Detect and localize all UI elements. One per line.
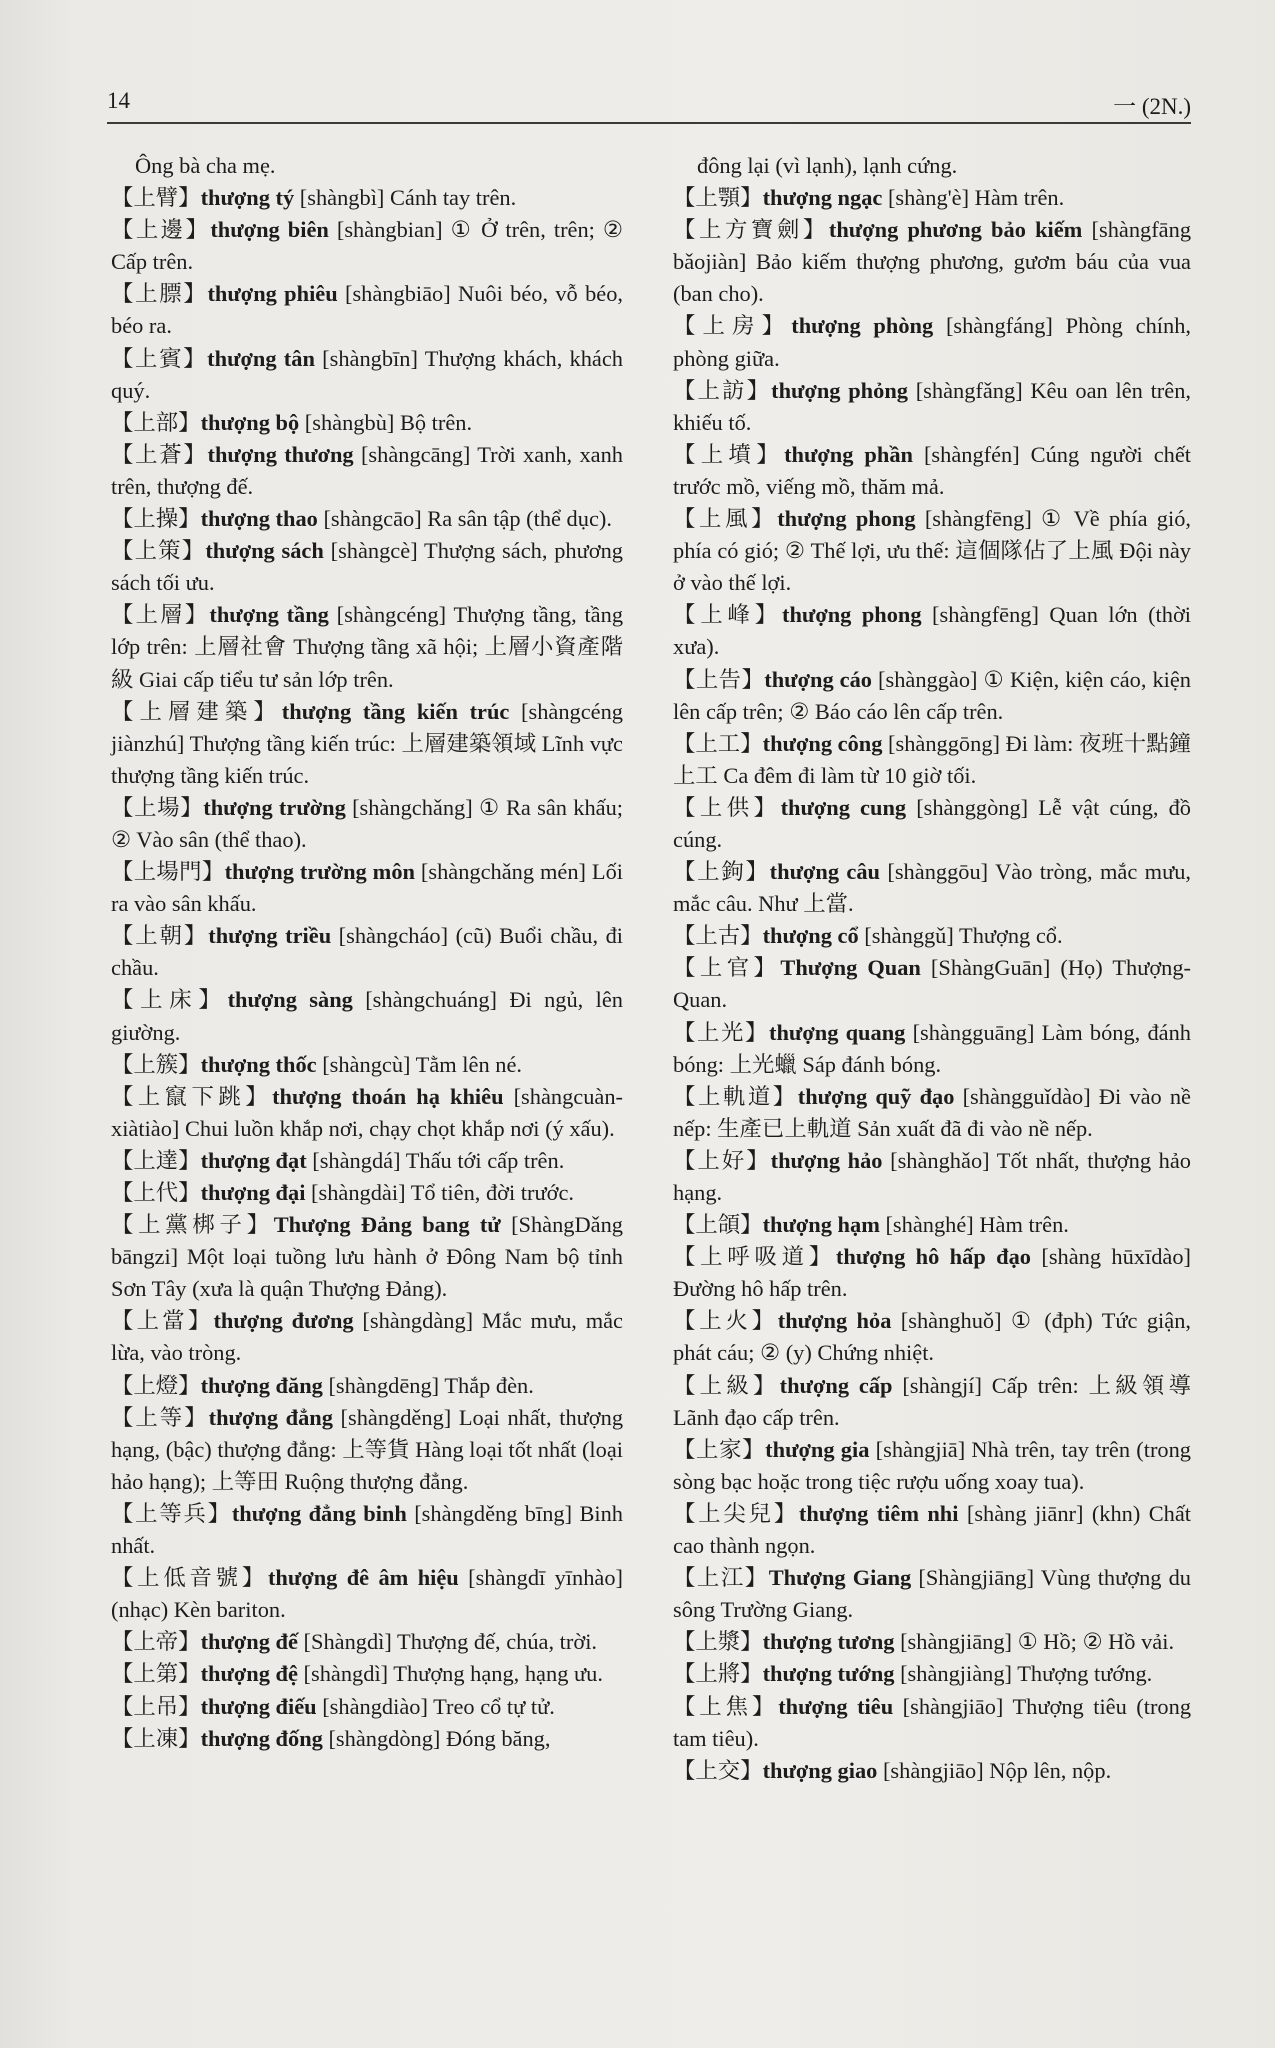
dictionary-entry: [673, 1305, 1191, 1369]
entry-transliteration: thượng giao: [762, 1757, 878, 1783]
entry-headword: 【上簇】: [111, 1051, 201, 1077]
entry-headword: 【上鉤】: [673, 859, 770, 885]
dictionary-entry: [673, 503, 1191, 599]
entry-transliteration: thượng sàng: [227, 987, 353, 1013]
dictionary-entry: [111, 278, 623, 342]
dictionary-entry: [111, 1498, 623, 1562]
dictionary-entry: [673, 1562, 1191, 1626]
dictionary-entry: [673, 1370, 1191, 1434]
dictionary-entry: [111, 792, 623, 856]
entry-definition: [ShàngGuān] (Họ) Thượng-Quan.: [673, 955, 1192, 1013]
entry-definition: [shàngcéng] Thượng tầng, tầng lớp trên: 上層社會 Thượng tầng xã hội; 上層小資產階級 Giai cấp tiểu tư sản lớp trên.: [111, 602, 624, 692]
entry-definition: [shàngcāo] Ra sân tập (thể dục).: [317, 506, 612, 532]
entry-definition: [shàngfǎng] Kêu oan lên trên, khiếu tố.: [673, 377, 1191, 435]
entry-headword: 【上房】: [673, 313, 792, 339]
entry-headword: 【上火】: [673, 1308, 778, 1334]
dictionary-entry: [673, 214, 1191, 310]
entry-headword: 【上呼吸道】: [673, 1244, 836, 1270]
entry-transliteration: thượng đống: [200, 1725, 323, 1751]
entry-definition: [shàngbì] Cánh tay trên.: [294, 185, 517, 211]
entry-headword: 【上光】: [673, 1019, 769, 1045]
entry-definition: [Shàngjiāng] Vùng thượng du sông Trường Giang.: [673, 1565, 1192, 1623]
running-head: 一 (2N.): [1113, 94, 1191, 119]
dictionary-entry: [673, 1755, 1191, 1787]
entry-transliteration: thượng công: [762, 730, 883, 756]
dictionary-entry: [111, 1177, 623, 1209]
entry-definition: [shànggōng] Đi làm: 夜班十點鐘上工 Ca đêm đi làm từ 10 giờ tối.: [673, 730, 1191, 788]
entry-definition: [shàngfāng bǎojiàn] Bảo kiếm thượng phương, gươm báu của vua (ban cho).: [673, 217, 1192, 307]
entry-headword: 【上古】: [673, 923, 763, 949]
entry-definition: [shàngdiào] Treo cổ tự tử.: [316, 1693, 555, 1719]
entry-definition: [shàngfáng] Phòng chính, phòng giữa.: [673, 313, 1191, 371]
entry-definition: [shàngchuáng] Đi ngủ, lên giường.: [111, 987, 623, 1045]
entry-transliteration: thượng thương: [207, 441, 354, 467]
entry-headword: 【上風】: [673, 506, 778, 532]
entry-definition: [shàngchǎng mén] Lối ra vào sân khấu.: [111, 859, 623, 917]
entry-transliteration: thượng tướng: [762, 1661, 895, 1687]
dictionary-entry: [673, 182, 1191, 214]
entry-headword: 【上江】: [673, 1565, 769, 1591]
entry-definition: [shànghuǒ] ① (đph) Tức giận, phát cáu; ② (y) Chứng nhiệt.: [673, 1308, 1191, 1366]
continued-definition: Ông bà cha mẹ.: [135, 153, 276, 178]
entry-definition: [shànggǔ] Thượng cổ.: [858, 923, 1063, 949]
entry-transliteration: thượng thao: [200, 506, 318, 532]
entry-definition: [shàngfén] Cúng người chết trước mồ, viếng mồ, thăm mả.: [673, 441, 1192, 499]
entry-headword: 【上蒼】: [111, 441, 208, 467]
entry-transliteration: thượng đế: [200, 1629, 298, 1655]
entry-transliteration: thượng câu: [769, 859, 881, 885]
entry-transliteration: thượng đê âm hiệu: [267, 1565, 459, 1591]
entry-headword: 【上當】: [111, 1308, 214, 1334]
entry-transliteration: thượng tiêm nhi: [798, 1500, 959, 1526]
entry-definition: [shàng'è] Hàm trên.: [882, 185, 1065, 211]
entry-headword: 【上將】: [673, 1661, 763, 1687]
dictionary-entry: [673, 1434, 1191, 1498]
entry-transliteration: thượng tân: [207, 345, 315, 371]
entry-headword: 【上供】: [673, 794, 781, 820]
entry-headword: 【上好】: [673, 1147, 771, 1173]
dictionary-entry: [673, 792, 1191, 856]
entry-transliteration: thượng đẳng: [208, 1404, 333, 1430]
entry-definition: [shàng hūxīdào] Đường hô hấp trên.: [673, 1244, 1192, 1302]
entry-transliteration: thượng đại: [200, 1180, 306, 1205]
entry-headword: 【上邊】: [111, 217, 211, 243]
entry-transliteration: thượng phương bảo kiếm: [828, 217, 1083, 243]
entry-definition: [shàngbian] ① Ở trên, trên; ② Cấp trên.: [111, 217, 623, 275]
entry-transliteration: thượng bộ: [200, 409, 300, 435]
dictionary-entry: [111, 1049, 623, 1081]
entry-definition: [shàngchǎng] ① Ra sân khấu; ② Vào sân (thể thao).: [111, 794, 623, 852]
dictionary-entry: [111, 1402, 623, 1498]
dictionary-entry: [673, 439, 1191, 503]
entry-transliteration: thượng tương: [762, 1629, 895, 1655]
entry-headword: 【上賓】: [111, 345, 208, 371]
entry-definition: [shàngfēng] Quan lớn (thời xưa).: [673, 602, 1192, 660]
dictionary-entry: [111, 535, 623, 599]
dictionary-entry: [111, 1081, 623, 1145]
entry-definition: [shàngcù] Tằm lên né.: [316, 1051, 522, 1077]
entry-transliteration: thượng quỹ đạo: [797, 1083, 955, 1109]
dictionary-entry: [111, 182, 623, 214]
entry-transliteration: Thượng Quan: [780, 955, 921, 981]
entry-headword: 【上場】: [111, 794, 204, 820]
entry-definition: [shàngdài] Tổ tiên, đời trước.: [305, 1180, 574, 1205]
entry-definition: [shàngdī yīnhào] (nhạc) Kèn bariton.: [111, 1565, 624, 1623]
entry-definition: [shàngcāng] Trời xanh, xanh trên, thượng đế.: [111, 441, 624, 499]
entry-headword: 【上官】: [673, 955, 781, 981]
entry-headword: 【上軌道】: [673, 1083, 798, 1109]
entry-definition: [shàngguāng] Làm bóng, đánh bóng: 上光蠟 Sáp đánh bóng.: [673, 1019, 1191, 1077]
entry-transliteration: thượng tầng: [209, 602, 329, 628]
entry-transliteration: thượng cấp: [779, 1372, 893, 1398]
entry-transliteration: thượng đăng: [200, 1372, 323, 1398]
entry-transliteration: thượng quang: [769, 1019, 906, 1045]
dictionary-entry: [111, 1723, 623, 1755]
entry-transliteration: Thượng Đảng bang tử: [273, 1212, 501, 1238]
entry-headword: 【上操】: [111, 506, 201, 532]
entry-headword: 【上焦】: [673, 1693, 779, 1719]
entry-definition: [shànggòng] Lễ vật cúng, đồ cúng.: [673, 794, 1191, 852]
dictionary-entry: [673, 599, 1191, 663]
dictionary-entry: [673, 728, 1191, 792]
dictionary-entry: [111, 984, 623, 1048]
entry-definition: [shànghǎo] Tốt nhất, thượng hảo hạng.: [673, 1147, 1191, 1205]
entry-transliteration: thượng phần: [784, 441, 913, 467]
entry-transliteration: thượng gia: [765, 1436, 870, 1462]
dictionary-entry: [673, 1498, 1191, 1562]
dictionary-entry: [111, 1658, 623, 1690]
dictionary-entry: [111, 439, 623, 503]
entry-headword: 【上竄下跳】: [111, 1083, 273, 1109]
entry-definition: [shàngcè] Thượng sách, phương sách tối ưu.: [111, 538, 623, 596]
entry-transliteration: thượng đương: [213, 1308, 354, 1334]
entry-headword: 【上膘】: [111, 281, 208, 307]
entry-transliteration: thượng sách: [205, 538, 324, 564]
entry-transliteration: thượng đạt: [200, 1147, 307, 1173]
entry-definition: [shàngdì] Thượng hạng, hạng ưu.: [297, 1661, 603, 1687]
dictionary-entry: [111, 1626, 623, 1658]
entry-transliteration: Thượng Giang: [768, 1565, 912, 1591]
dictionary-entry: [673, 920, 1191, 952]
entry-definition: [shànghé] Hàm trên.: [879, 1212, 1069, 1238]
dictionary-entry: [111, 856, 623, 920]
dictionary-entry: [673, 1658, 1191, 1690]
entry-headword: 【上策】: [111, 538, 206, 564]
entry-headword: 【上等兵】: [111, 1500, 232, 1526]
entry-definition: [shàngcháo] (cũ) Buổi chầu, đi chầu.: [111, 923, 624, 981]
entry-definition: [shàngjí] Cấp trên: 上級領導 Lãnh đạo cấp trên.: [673, 1372, 1191, 1430]
entry-transliteration: thượng ngạc: [762, 185, 883, 211]
dictionary-entry: [673, 375, 1191, 439]
dictionary-entry: [111, 407, 623, 439]
dictionary-entry: [673, 310, 1191, 374]
entry-headword: 【上燈】: [111, 1372, 201, 1398]
dictionary-entry: [111, 1145, 623, 1177]
entry-transliteration: thượng cáo: [764, 666, 873, 692]
entry-definition: [shàngdēng] Thắp đèn.: [322, 1372, 534, 1398]
entry-headword: 【上凍】: [111, 1725, 201, 1751]
entry-headword: 【上部】: [111, 409, 201, 435]
entry-transliteration: thượng hô hấp đạo: [835, 1244, 1031, 1270]
entry-definition: [shàngjiāo] Nộp lên, nộp.: [877, 1757, 1112, 1783]
entry-transliteration: thượng thoán hạ khiêu: [272, 1083, 504, 1109]
dictionary-entry: [673, 1081, 1191, 1145]
entry-transliteration: thượng tầng kiến trúc: [281, 698, 510, 724]
entry-transliteration: thượng phòng: [791, 313, 934, 339]
dictionary-entry: [673, 1017, 1191, 1081]
dictionary-entry: [673, 856, 1191, 920]
entry-definition: [Shàngdì] Thượng đế, chúa, trời.: [297, 1629, 598, 1655]
entry-transliteration: thượng phỏng: [771, 377, 908, 403]
entry-headword: 【上墳】: [673, 441, 785, 467]
dictionary-entry: [111, 214, 623, 278]
dictionary-entry: [673, 952, 1191, 1016]
entry-headword: 【上訪】: [673, 377, 772, 403]
entry-transliteration: thượng thốc: [200, 1051, 317, 1077]
dictionary-entry: [673, 664, 1191, 728]
entry-definition: [shàngdàng] Mắc mưu, mắc lừa, vào tròng.: [111, 1308, 623, 1366]
left-column: [111, 150, 623, 1755]
entry-transliteration: thượng đệ: [200, 1661, 298, 1687]
entry-headword: 【上場門】: [111, 859, 225, 885]
entry-headword: 【上層建築】: [111, 698, 282, 724]
continued-definition: đông lại (vì lạnh), lạnh cứng.: [697, 153, 958, 178]
entry-headword: 【上吊】: [111, 1693, 201, 1719]
dictionary-entry: [111, 503, 623, 535]
entry-definition: [shàngděng bīng] Binh nhất.: [111, 1500, 623, 1559]
entry-headword: 【上交】: [673, 1757, 763, 1783]
entry-definition: [ShàngDǎng bāngzi] Một loại tuồng lưu hành ở Đông Nam bộ tỉnh Sơn Tây (xưa là quận Thượng Đảng).: [111, 1212, 624, 1302]
dictionary-entry: [111, 1691, 623, 1723]
entry-headword: 【上方寶劍】: [673, 217, 829, 243]
dictionary-entry: [673, 1691, 1191, 1755]
dictionary-entry: [111, 1562, 623, 1626]
dictionary-entry: [111, 920, 623, 984]
entry-headword: 【上等】: [111, 1404, 209, 1430]
entry-definition: [shàngbīn] Thượng khách, khách quý.: [111, 345, 624, 403]
entry-headword: 【上峰】: [673, 602, 782, 628]
entry-transliteration: thượng phiêu: [207, 281, 338, 307]
entry-transliteration: thượng tiêu: [778, 1693, 894, 1719]
page-number: 14: [107, 88, 130, 113]
entry-definition: [shàngjiāo] Thượng tiêu (trong tam tiêu).: [673, 1693, 1192, 1751]
entry-headword: 【上黨梆子】: [111, 1212, 274, 1238]
entry-transliteration: thượng hỏa: [777, 1308, 892, 1334]
entry-definition: [shàngděng] Loại nhất, thượng hạng, (bậc) thượng đẳng: 上等貨 Hàng loại tốt nhất (loại hảo hạng); 上等田 Ruộng thượng đẳng.: [111, 1404, 624, 1494]
entry-transliteration: thượng đẳng binh: [231, 1500, 407, 1526]
entry-definition: [shàngjiā] Nhà trên, tay trên (trong sòng bạc hoặc trong tiệc rượu uống xoay tua).: [673, 1436, 1191, 1494]
dictionary-entry: [111, 1209, 623, 1305]
entry-headword: 【上代】: [111, 1180, 201, 1205]
entry-transliteration: thượng biên: [210, 217, 329, 243]
page-header: [107, 88, 1191, 124]
entry-headword: 【上帝】: [111, 1629, 201, 1655]
dictionary-entry: [111, 599, 623, 695]
dictionary-entry: [673, 1626, 1191, 1658]
entry-definition: [shàngjiāng] ① Hồ; ② Hồ vải.: [894, 1629, 1175, 1655]
entry-transliteration: thượng tý: [200, 185, 295, 211]
entry-definition: [shàngcéng jiànzhú] Thượng tầng kiến trúc: 上層建築領域 Lĩnh vực thượng tầng kiến trúc.: [111, 698, 623, 788]
dictionary-entry: [111, 343, 623, 407]
entry-headword: 【上級】: [673, 1372, 780, 1398]
entry-headword: 【上床】: [111, 987, 228, 1013]
entry-transliteration: thượng hảo: [770, 1147, 883, 1173]
entry-headword: 【上朝】: [111, 923, 209, 949]
entry-definition: [shàngbù] Bộ trên.: [299, 409, 473, 435]
dictionary-entry: [111, 1305, 623, 1369]
dictionary-entry: [673, 1241, 1191, 1305]
right-column: [673, 150, 1191, 1787]
entry-definition: [shàngfēng] ① Về phía gió, phía có gió; ② Thế lợi, ưu thế: 這個隊佔了上風 Đội này ở vào thế lợi.: [673, 506, 1191, 596]
entry-list-left: [111, 182, 623, 1755]
entry-definition: [shàng jiānr] (khn) Chất cao thành ngọn.: [673, 1500, 1192, 1559]
entry-transliteration: thượng trường môn: [224, 859, 415, 885]
entry-transliteration: thượng phong: [777, 506, 916, 532]
entry-transliteration: thượng trường: [203, 794, 346, 820]
entry-headword: 【上頜】: [673, 1212, 763, 1238]
entry-transliteration: thượng điếu: [200, 1693, 317, 1719]
entry-transliteration: thượng hạm: [762, 1212, 880, 1238]
entry-transliteration: thượng cung: [780, 794, 907, 820]
dictionary-entry: [673, 1209, 1191, 1241]
entry-definition: [shànggào] ① Kiện, kiện cáo, kiện lên cấp trên; ② Báo cáo lên cấp trên.: [673, 666, 1192, 724]
entry-list-right: [673, 182, 1191, 1787]
entry-headword: 【上工】: [673, 730, 763, 756]
entry-headword: 【上顎】: [673, 185, 763, 211]
dictionary-entry: [111, 696, 623, 792]
entry-headword: 【上告】: [673, 666, 765, 692]
entry-headword: 【上層】: [111, 602, 210, 628]
entry-definition: [shàngdá] Thấu tới cấp trên.: [306, 1147, 565, 1173]
entry-definition: [shàngcuàn-xiàtiào] Chui luồn khắp nơi, chạy chọt khắp nơi (ý xấu).: [111, 1083, 623, 1141]
entry-definition: [shàngdòng] Đóng băng,: [322, 1725, 551, 1751]
entry-transliteration: thượng cổ: [762, 923, 859, 949]
entry-headword: 【上低音號】: [111, 1565, 268, 1591]
entry-headword: 【上臂】: [111, 185, 201, 211]
entry-definition: [shànggōu] Vào tròng, mắc mưu, mắc câu. Như 上當.: [673, 859, 1192, 917]
entry-headword: 【上家】: [673, 1436, 766, 1462]
entry-headword: 【上尖兒】: [673, 1500, 799, 1526]
entry-transliteration: thượng triều: [208, 923, 332, 949]
entry-headword: 【上達】: [111, 1147, 201, 1173]
dictionary-entry: [111, 1370, 623, 1402]
entry-headword: 【上漿】: [673, 1629, 763, 1655]
dictionary-entry: [673, 1145, 1191, 1209]
entry-transliteration: thượng phong: [781, 602, 922, 628]
entry-definition: [shàngguǐdào] Đi vào nề nếp: 生產已上軌道 Sản xuất đã đi vào nề nếp.: [673, 1083, 1191, 1141]
entry-headword: 【上第】: [111, 1661, 201, 1687]
entry-definition: [shàngjiàng] Thượng tướng.: [894, 1661, 1153, 1687]
entry-definition: [shàngbiāo] Nuôi béo, vỗ béo, béo ra.: [111, 281, 624, 339]
